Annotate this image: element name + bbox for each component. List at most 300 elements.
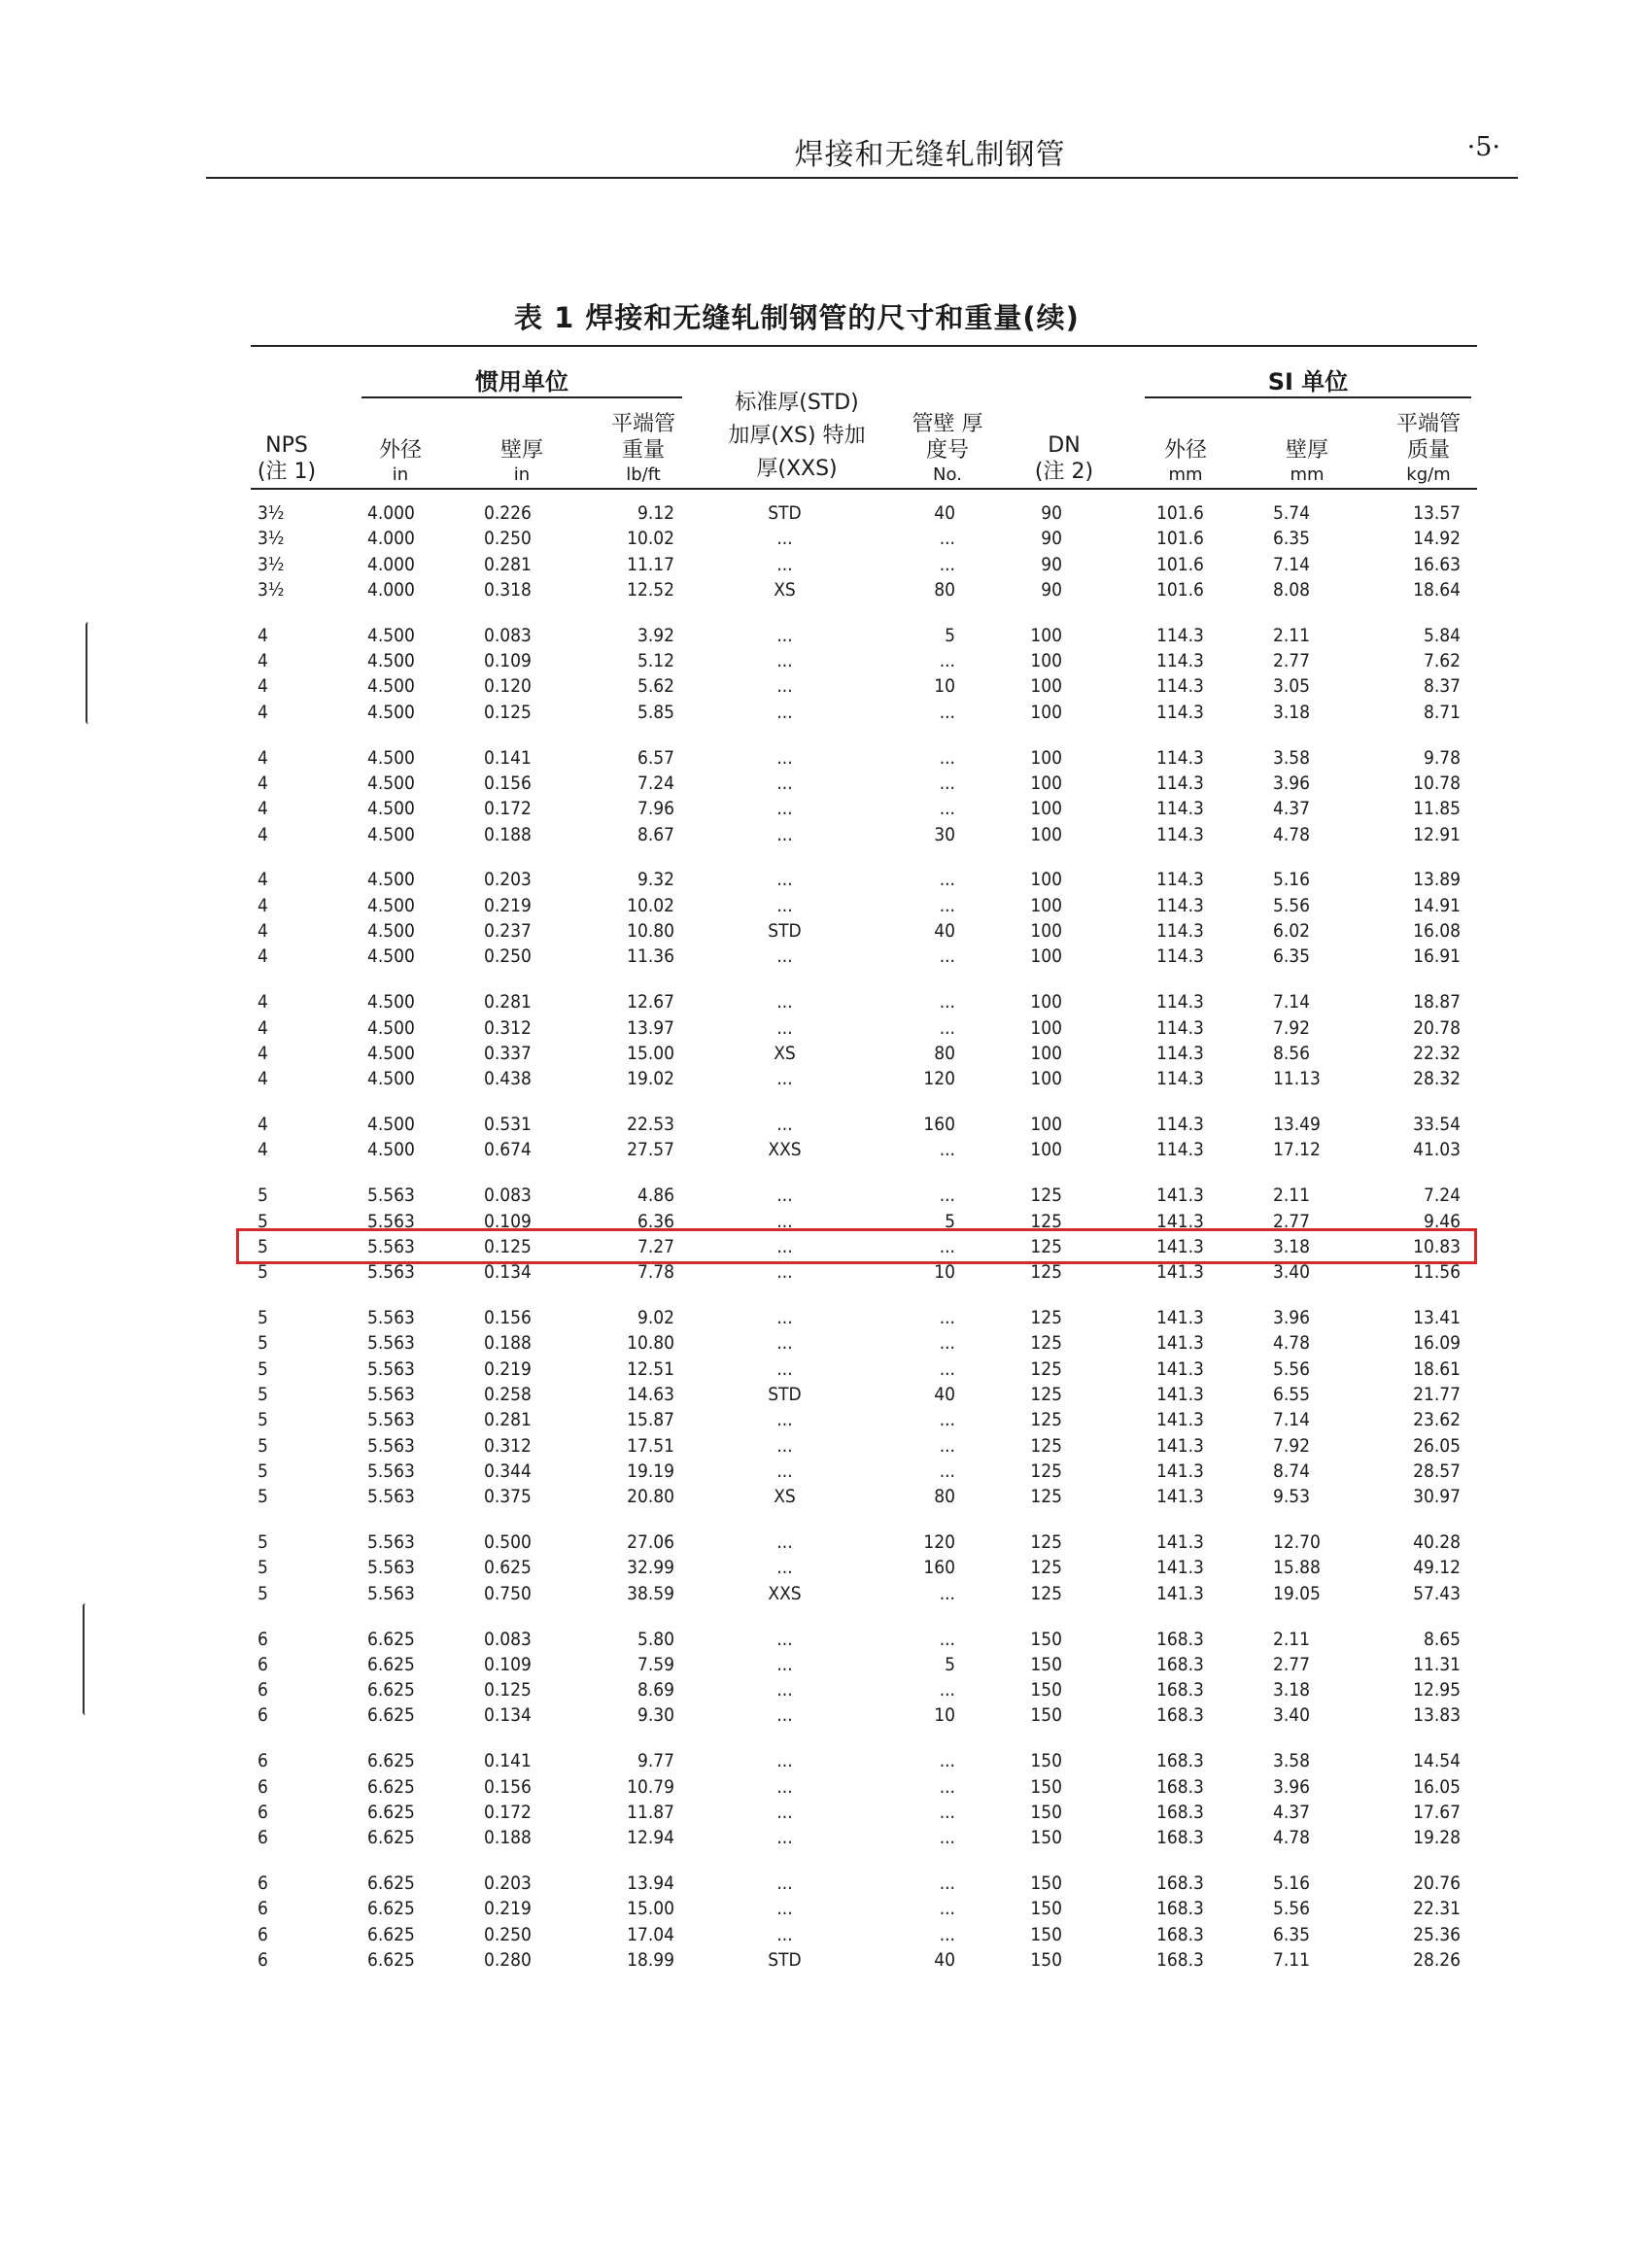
table-cell: 3.92	[637, 624, 674, 646]
table-cell: 0.134	[484, 1261, 532, 1284]
table-cell: 2.77	[1273, 1210, 1311, 1232]
table-cell: 13.41	[1413, 1307, 1461, 1328]
table-cell: 125	[1030, 1557, 1062, 1579]
table-cell: 2.11	[1273, 1185, 1311, 1207]
table-cell: 11.36	[627, 945, 674, 968]
table-cell: 5	[258, 1409, 268, 1431]
table-cell: 7.59	[637, 1653, 674, 1675]
table-cell: 90	[1041, 553, 1062, 575]
table-cell: 100	[1030, 772, 1062, 794]
table-cell: 6	[258, 1679, 268, 1701]
table-cell: ...	[939, 746, 955, 769]
table-cell: 114.3	[1156, 945, 1204, 968]
table-cell: 15.00	[627, 1898, 674, 1920]
table-cell: 4.500	[367, 772, 415, 794]
table-cell: 150	[1030, 1923, 1062, 1945]
table-cell: ...	[939, 1185, 955, 1207]
table-cell: ...	[776, 1409, 793, 1431]
table-cell: 12.95	[1413, 1679, 1461, 1701]
table-cell: 160	[923, 1114, 955, 1135]
table-cell: 9.12	[637, 502, 674, 524]
table-cell: 10.79	[627, 1775, 674, 1798]
table-cell: 6	[258, 1827, 268, 1849]
table-cell: 26.05	[1413, 1434, 1461, 1457]
table-cell: 3.05	[1273, 675, 1311, 698]
table-cell: ...	[776, 1557, 793, 1579]
table-cell: 4	[258, 701, 268, 723]
table-cell: 7.11	[1273, 1949, 1311, 1971]
col-header-unit: (注 2)	[1034, 460, 1094, 485]
table-cell: ...	[776, 1261, 793, 1284]
table-cell: 5.74	[1273, 502, 1311, 524]
table-cell: 6	[258, 1923, 268, 1945]
table-cell: ...	[776, 1434, 793, 1457]
table-cell: ...	[776, 1653, 793, 1675]
table-cell: 20.78	[1413, 1016, 1461, 1039]
table-cell: ...	[776, 1873, 793, 1895]
table-cell: ...	[776, 701, 793, 723]
table-cell: 0.318	[484, 578, 532, 601]
table-cell: ...	[776, 823, 793, 845]
table-cell: 114.3	[1156, 991, 1204, 1014]
table-cell: 10.80	[627, 920, 674, 942]
table-cell: 8.74	[1273, 1460, 1311, 1482]
table-cell: 5.563	[367, 1434, 415, 1457]
table-cell: 18.61	[1413, 1357, 1461, 1380]
table-cell: 7.92	[1273, 1016, 1311, 1039]
table-cell: 5.563	[367, 1486, 415, 1508]
table-cell: 0.219	[484, 1898, 532, 1920]
table-cell: 120	[923, 1531, 955, 1553]
table-cell: 5.563	[367, 1460, 415, 1482]
table-cell: 22.31	[1413, 1898, 1461, 1920]
table-cell: ...	[776, 1307, 793, 1328]
table-cell: 15.88	[1273, 1557, 1321, 1579]
table-cell: 4.000	[367, 528, 415, 550]
table-cell: 7.14	[1273, 553, 1311, 575]
table-cell: 10	[934, 1704, 955, 1727]
table-cell: 6	[258, 1801, 268, 1823]
table-cell: 10	[934, 675, 955, 698]
col-header-label: 壁厚	[1285, 438, 1328, 464]
table-cell: 27.06	[627, 1531, 674, 1553]
table-cell: 4.500	[367, 823, 415, 845]
table-cell: 3.40	[1273, 1704, 1311, 1727]
table-cell: 80	[934, 1042, 955, 1064]
table-cell: 100	[1030, 675, 1062, 698]
table-cell: ...	[939, 1332, 955, 1355]
table-cell: ...	[939, 701, 955, 723]
table-cell: 168.3	[1156, 1801, 1204, 1823]
table-cell: 0.125	[484, 1679, 532, 1701]
table-cell: 101.6	[1156, 578, 1204, 601]
table-cell: 150	[1030, 1750, 1062, 1772]
table-cell: 125	[1030, 1235, 1062, 1257]
table-cell: 4.500	[367, 1016, 415, 1039]
col-header-label: 标准厚(STD) 加厚(XS) 特加厚(XXS)	[728, 390, 866, 481]
table-cell: 6.625	[367, 1827, 415, 1849]
table-cell: 150	[1030, 1898, 1062, 1920]
table-cell: ...	[939, 1409, 955, 1431]
table-cell: 4.000	[367, 553, 415, 575]
table-cell: 101.6	[1156, 553, 1204, 575]
table-cell: 150	[1030, 1949, 1062, 1971]
table-cell: 9.77	[637, 1750, 674, 1772]
table-cell: 5.56	[1273, 1357, 1311, 1380]
table-cell: 5.16	[1273, 869, 1311, 891]
table-cell: 7.92	[1273, 1434, 1311, 1457]
table-cell: 0.203	[484, 869, 532, 891]
table-cell: 41.03	[1413, 1139, 1461, 1161]
table-cell: 168.3	[1156, 1653, 1204, 1675]
table-cell: ...	[939, 1898, 955, 1920]
table-cell: 4.500	[367, 1139, 415, 1161]
table-cell: 9.32	[637, 869, 674, 891]
table-cell: 30.97	[1413, 1486, 1461, 1508]
table-cell: 40	[934, 920, 955, 942]
table-cell: 0.219	[484, 1357, 532, 1380]
table-cell: 100	[1030, 945, 1062, 968]
table-cell: 6.35	[1273, 1923, 1311, 1945]
table-cell: 125	[1030, 1261, 1062, 1284]
table-cell: 4.78	[1273, 823, 1311, 845]
table-cell: 7.27	[637, 1235, 674, 1257]
col-header-label: 平端管 质量	[1395, 412, 1461, 464]
table-cell: 6	[258, 1628, 268, 1650]
table-cell: 114.3	[1156, 1139, 1204, 1161]
table-cell: 0.219	[484, 894, 532, 916]
table-cell: 6.35	[1273, 945, 1311, 968]
table-cell: 150	[1030, 1775, 1062, 1798]
table-cell: 0.083	[484, 1185, 532, 1207]
table-cell: ...	[776, 1531, 793, 1553]
table-cell: ...	[776, 1460, 793, 1482]
table-cell: ...	[939, 798, 955, 820]
table-cell: 0.250	[484, 945, 532, 968]
table-cell: 13.57	[1413, 502, 1461, 524]
table-cell: ...	[776, 675, 793, 698]
table-cell: 0.250	[484, 528, 532, 550]
table-cell: 4.500	[367, 1068, 415, 1090]
table-cell: 114.3	[1156, 1042, 1204, 1064]
table-cell: 17.04	[627, 1923, 674, 1945]
table-cell: 19.19	[627, 1460, 674, 1482]
table-cell: 125	[1030, 1582, 1062, 1604]
table-cell: 0.280	[484, 1949, 532, 1971]
table-cell: XS	[774, 578, 796, 601]
table-cell: 14.63	[627, 1383, 674, 1405]
table-cell: 4.78	[1273, 1332, 1311, 1355]
table-cell: 5	[258, 1531, 268, 1553]
table-cell: ...	[776, 1750, 793, 1772]
table-cell: 4	[258, 772, 268, 794]
table-cell: ...	[776, 1185, 793, 1207]
table-cell: 6	[258, 1873, 268, 1895]
table-cell: 0.237	[484, 920, 532, 942]
table-cell: 141.3	[1156, 1409, 1204, 1431]
table-cell: 168.3	[1156, 1827, 1204, 1849]
table-cell: 168.3	[1156, 1750, 1204, 1772]
table-cell: ...	[776, 1898, 793, 1920]
table-cell: 19.28	[1413, 1827, 1461, 1849]
table-cell: 5.56	[1273, 894, 1311, 916]
table-cell: 8.67	[637, 823, 674, 845]
table-cell: ...	[776, 624, 793, 646]
table-cell: 141.3	[1156, 1531, 1204, 1553]
table-cell: ...	[776, 1775, 793, 1798]
table-cell: 40	[934, 502, 955, 524]
table-cell: 5.563	[367, 1531, 415, 1553]
table-cell: 6.625	[367, 1923, 415, 1945]
table-cell: 0.674	[484, 1139, 532, 1161]
table-cell: 114.3	[1156, 701, 1204, 723]
table-cell: 12.67	[627, 991, 674, 1014]
table-cell: ...	[776, 1827, 793, 1849]
table-cell: 4.78	[1273, 1827, 1311, 1849]
table-cell: 5.563	[367, 1582, 415, 1604]
table-cell: 11.87	[627, 1801, 674, 1823]
table-cell: 16.91	[1413, 945, 1461, 968]
table-cell: 9.78	[1423, 746, 1461, 769]
col-header-unit: lb/ft	[626, 464, 661, 486]
table-cell: 4.500	[367, 920, 415, 942]
table-cell: 16.63	[1413, 553, 1461, 575]
table-cell: ...	[939, 1434, 955, 1457]
table-cell: 5	[258, 1434, 268, 1457]
table-cell: STD	[768, 920, 802, 942]
table-cell: 6.625	[367, 1750, 415, 1772]
table-title: 表 1 焊接和无缝轧制钢管的尺寸和重量(续)	[514, 301, 1080, 334]
table-cell: 14.54	[1413, 1750, 1461, 1772]
table-cell: 4.500	[367, 869, 415, 891]
table-cell: 114.3	[1156, 675, 1204, 698]
table-cell: 0.375	[484, 1486, 532, 1508]
table-cell: 150	[1030, 1873, 1062, 1895]
table-cell: 125	[1030, 1307, 1062, 1328]
table-cell: STD	[768, 1949, 802, 1971]
table-cell: 8.56	[1273, 1042, 1311, 1064]
table-cell: 0.188	[484, 1332, 532, 1355]
table-cell: ...	[939, 1460, 955, 1482]
table-cell: 4.86	[637, 1185, 674, 1207]
table-cell: 5.563	[367, 1409, 415, 1431]
table-cell: 28.26	[1413, 1949, 1461, 1971]
table-cell: 5.563	[367, 1557, 415, 1579]
table-cell: 101.6	[1156, 502, 1204, 524]
table-cell: 3.96	[1273, 1307, 1311, 1328]
table-cell: 5.62	[637, 675, 674, 698]
table-cell: 6.625	[367, 1653, 415, 1675]
margin-mark	[86, 622, 91, 724]
table-cell: 4.500	[367, 624, 415, 646]
table-cell: 15.00	[627, 1042, 674, 1064]
table-cell: ...	[776, 1068, 793, 1090]
table-cell: 0.312	[484, 1016, 532, 1039]
table-cell: 10.02	[627, 528, 674, 550]
table-cell: 3½	[258, 528, 285, 550]
table-cell: 0.281	[484, 991, 532, 1014]
table-cell: ...	[939, 991, 955, 1014]
table-cell: 0.337	[484, 1042, 532, 1064]
table-cell: 5	[258, 1357, 268, 1380]
table-cell: 0.531	[484, 1114, 532, 1135]
table-cell: 0.312	[484, 1434, 532, 1457]
table-cell: ...	[939, 772, 955, 794]
table-cell: 0.344	[484, 1460, 532, 1482]
table-cell: 12.94	[627, 1827, 674, 1849]
table-cell: 13.89	[1413, 869, 1461, 891]
table-cell: 10	[934, 1261, 955, 1284]
table-cell: 4.500	[367, 701, 415, 723]
table-cell: 5.56	[1273, 1898, 1311, 1920]
col-header-label: 壁厚	[499, 438, 543, 464]
table-cell: 6	[258, 1898, 268, 1920]
table-cell: 4.500	[367, 945, 415, 968]
table-cell: 4	[258, 650, 268, 672]
table-cell: 22.32	[1413, 1042, 1461, 1064]
table-cell: 4.37	[1273, 798, 1311, 820]
table-cell: 8.71	[1423, 701, 1461, 723]
table-cell: 7.62	[1423, 650, 1461, 672]
table-cell: 57.43	[1413, 1582, 1461, 1604]
table-cell: 114.3	[1156, 869, 1204, 891]
table-cell: 3.96	[1273, 1775, 1311, 1798]
table-cell: 6	[258, 1750, 268, 1772]
table-cell: 5.80	[637, 1628, 674, 1650]
table-cell: 6.625	[367, 1949, 415, 1971]
table-cell: 13.83	[1413, 1704, 1461, 1727]
table-cell: ...	[939, 1357, 955, 1380]
table-cell: 141.3	[1156, 1185, 1204, 1207]
table-cell: 0.258	[484, 1383, 532, 1405]
table-cell: ...	[776, 1801, 793, 1823]
table-cell: 19.05	[1273, 1582, 1321, 1604]
table-cell: 7.24	[637, 772, 674, 794]
table-cell: XS	[774, 1042, 796, 1064]
table-cell: 5.16	[1273, 1873, 1311, 1895]
table-cell: 100	[1030, 920, 1062, 942]
table-cell: 3.18	[1273, 701, 1311, 723]
table-cell: 16.05	[1413, 1775, 1461, 1798]
table-cell: 0.625	[484, 1557, 532, 1579]
group-header-customary: 惯用单位	[475, 368, 568, 395]
table-cell: ...	[776, 945, 793, 968]
table-cell: 141.3	[1156, 1261, 1204, 1284]
col-header-label: 管壁 厚度号	[912, 412, 983, 464]
table-cell: 4.500	[367, 675, 415, 698]
table-cell: 100	[1030, 1139, 1062, 1161]
table-cell: 28.57	[1413, 1460, 1461, 1482]
table-cell: 8.65	[1423, 1628, 1461, 1650]
table-cell: 32.99	[627, 1557, 674, 1579]
table-cell: 5.563	[367, 1235, 415, 1257]
col-header-label: DN	[1048, 433, 1081, 459]
table-cell: ...	[939, 1873, 955, 1895]
table-cell: 16.08	[1413, 920, 1461, 942]
table-cell: 5	[258, 1383, 268, 1405]
table-cell: ...	[939, 528, 955, 550]
table-cell: 5	[945, 624, 955, 646]
table-cell: XXS	[768, 1582, 802, 1604]
table-cell: 0.120	[484, 675, 532, 698]
table-cell: 0.109	[484, 1653, 532, 1675]
col-header-label: 外径	[1163, 438, 1207, 464]
table-cell: 28.32	[1413, 1068, 1461, 1090]
table-cell: 168.3	[1156, 1775, 1204, 1798]
page-number: ·5·	[1466, 132, 1500, 162]
table-cell: 0.172	[484, 798, 532, 820]
table-cell: ...	[939, 1827, 955, 1849]
table-cell: 10.78	[1413, 772, 1461, 794]
table-cell: 3½	[258, 502, 285, 524]
table-cell: ...	[776, 869, 793, 891]
table-cell: 4.500	[367, 1042, 415, 1064]
table-cell: 168.3	[1156, 1628, 1204, 1650]
table-cell: 25.36	[1413, 1923, 1461, 1945]
table-cell: 2.11	[1273, 624, 1311, 646]
table-cell: ...	[776, 650, 793, 672]
table-cell: ...	[939, 650, 955, 672]
table-cell: 19.02	[627, 1068, 674, 1090]
table-cell: 11.85	[1413, 798, 1461, 820]
table-cell: 0.109	[484, 1210, 532, 1232]
table-cell: 4	[258, 1042, 268, 1064]
table-cell: 80	[934, 578, 955, 601]
table-cell: 114.3	[1156, 1114, 1204, 1135]
table-cell: 3.18	[1273, 1235, 1311, 1257]
table-cell: 5.563	[367, 1307, 415, 1328]
table-cell: ...	[939, 1139, 955, 1161]
table-cell: 4	[258, 869, 268, 891]
table-cell: 100	[1030, 746, 1062, 769]
table-cell: ...	[776, 1679, 793, 1701]
col-header-unit: kg/m	[1406, 464, 1451, 486]
table-cell: 6.625	[367, 1628, 415, 1650]
table-cell: 4.37	[1273, 1801, 1311, 1823]
table-cell: 6.625	[367, 1801, 415, 1823]
table-cell: 141.3	[1156, 1434, 1204, 1457]
table-cell: 12.51	[627, 1357, 674, 1380]
table-cell: 5.563	[367, 1210, 415, 1232]
table-cell: 4	[258, 920, 268, 942]
table-cell: 5.563	[367, 1383, 415, 1405]
table-cell: 125	[1030, 1185, 1062, 1207]
table-cell: ...	[776, 1332, 793, 1355]
table-cell: ...	[776, 1114, 793, 1135]
table-cell: 17.67	[1413, 1801, 1461, 1823]
table-cell: 125	[1030, 1210, 1062, 1232]
table-cell: 4	[258, 945, 268, 968]
table-cell: 100	[1030, 869, 1062, 891]
table-cell: 0.500	[484, 1531, 532, 1553]
table-cell: 21.77	[1413, 1383, 1461, 1405]
table-cell: 100	[1030, 1068, 1062, 1090]
table-cell: 90	[1041, 502, 1062, 524]
table-cell: 168.3	[1156, 1923, 1204, 1945]
table-cell: 2.77	[1273, 650, 1311, 672]
table-cell: 168.3	[1156, 1704, 1204, 1727]
col-header-label: 平端管 重量	[610, 412, 675, 464]
table-cell: 150	[1030, 1704, 1062, 1727]
table-cell: 3½	[258, 578, 285, 601]
table-cell: 18.99	[627, 1949, 674, 1971]
table-cell: 40.28	[1413, 1531, 1461, 1553]
table-cell: 0.134	[484, 1704, 532, 1727]
table-cell: 125	[1030, 1531, 1062, 1553]
table-cell: 7.14	[1273, 991, 1311, 1014]
table-cell: ...	[776, 528, 793, 550]
table-cell: 40	[934, 1949, 955, 1971]
